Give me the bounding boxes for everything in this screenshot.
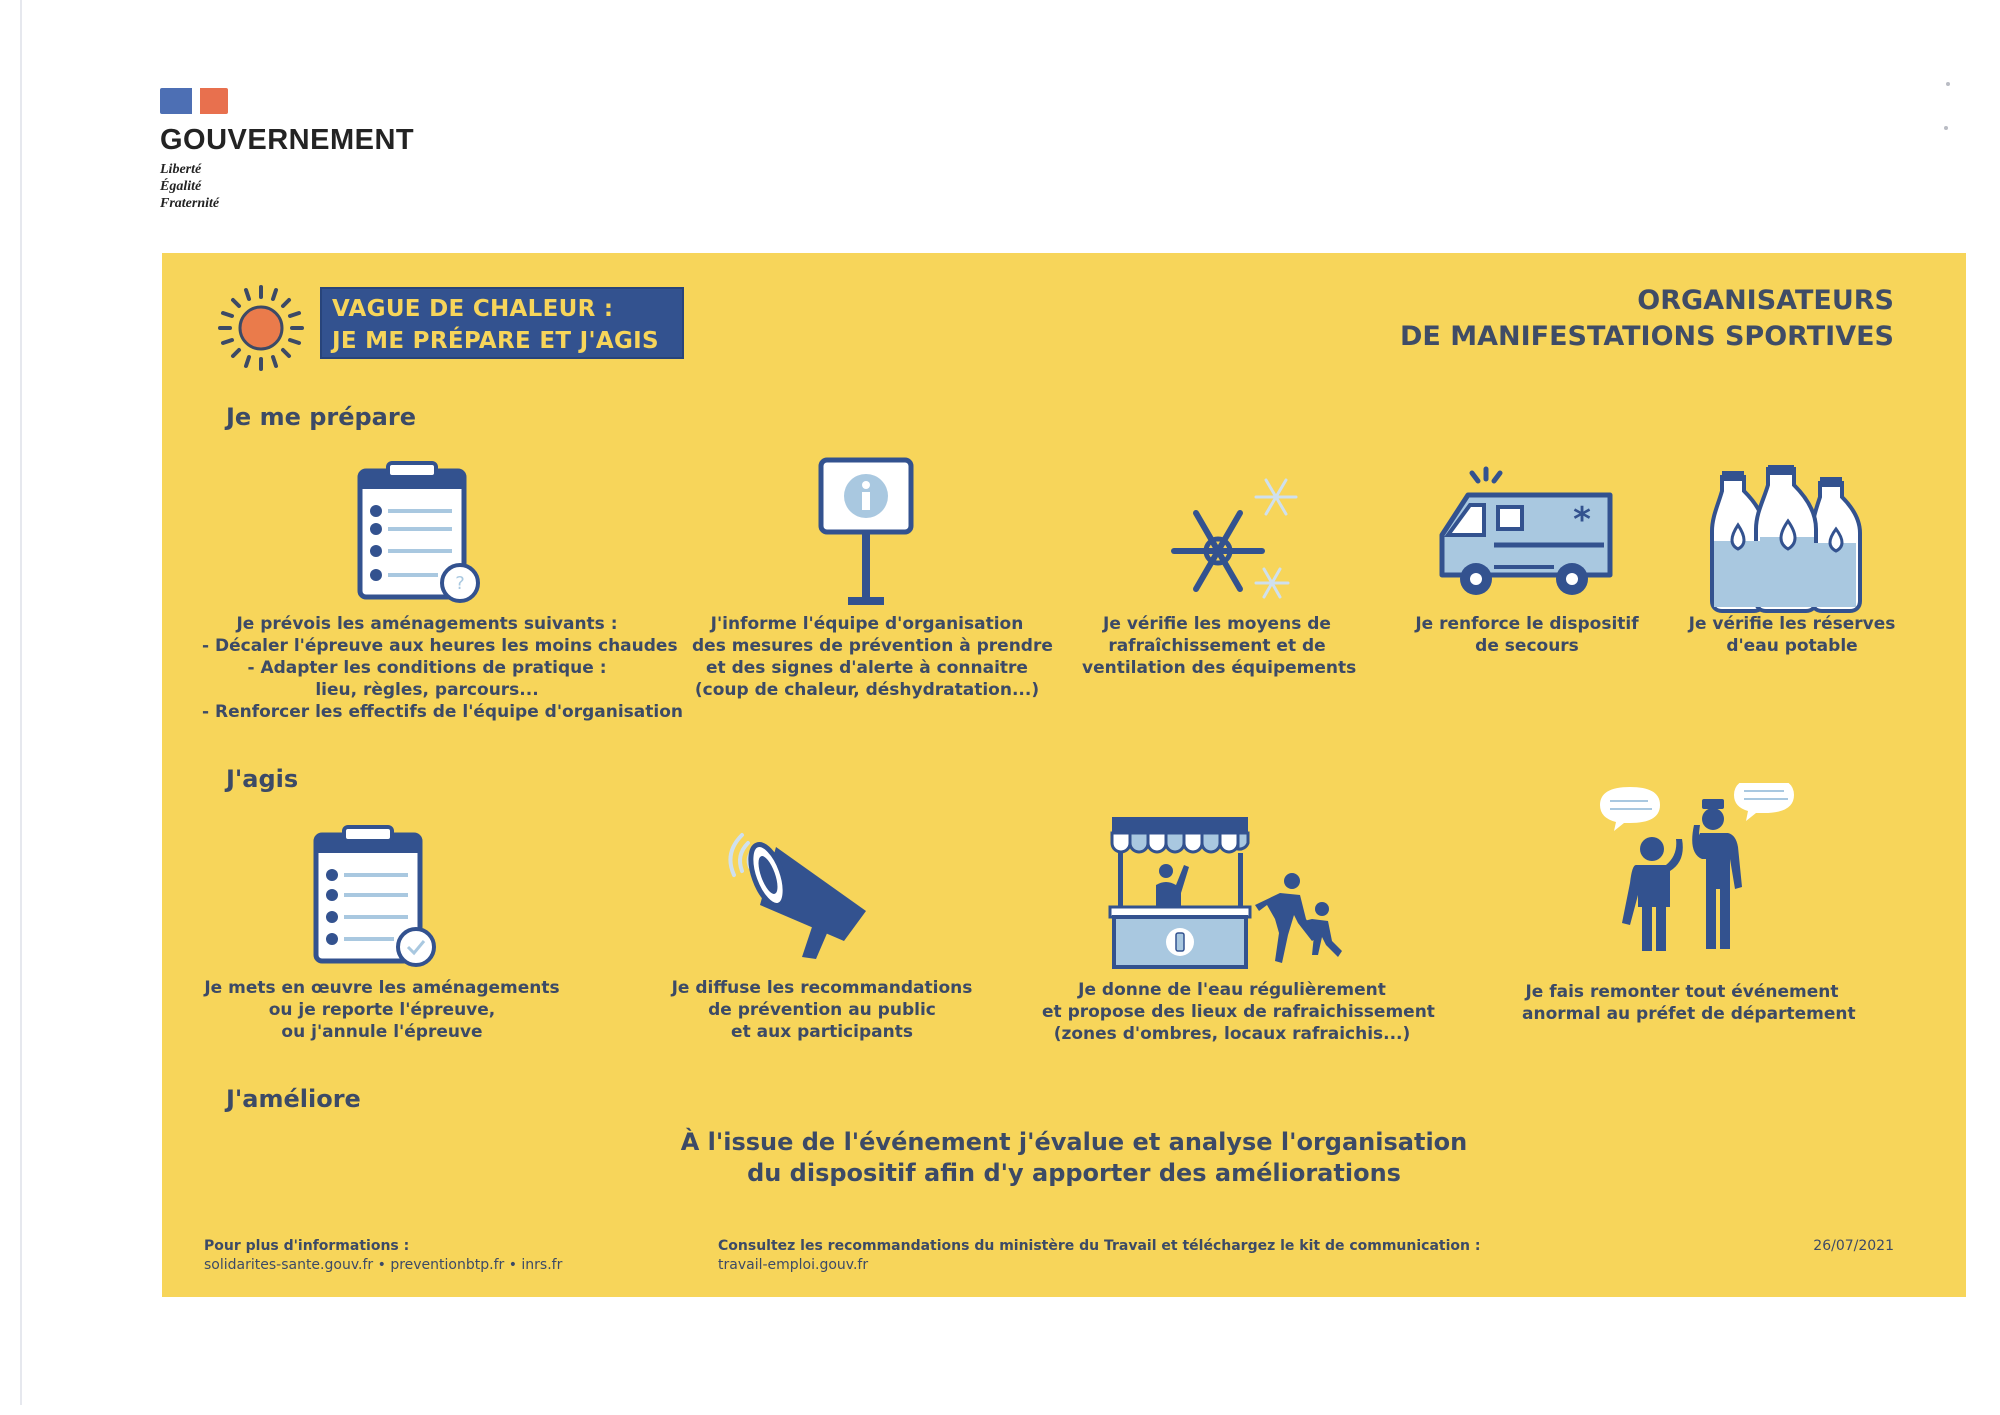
caption-plan-adjustments: Je prévois les aménagements suivants : - Décaler l'épreuve aux heures les moins chaudes - Adapter les conditions de pratique : lieu, règles, parcours... - Renforcer les effectifs de l'équipe d'organisation: [202, 614, 683, 722]
ambulance-icon: [1434, 465, 1618, 605]
clipboard-check-icon: [312, 823, 442, 973]
section-heading-improve: J'améliore: [226, 1085, 361, 1113]
caption-reinforce-rescue: Je renforce le dispositif de secours: [1415, 614, 1639, 656]
clipboard-question-icon: [356, 459, 486, 609]
caption-diffuse: Je diffuse les recommandations de prévention au public et aux participants: [671, 978, 973, 1042]
scan-speck: [1944, 126, 1948, 130]
scan-edge-line: [20, 0, 22, 1405]
svg-text:*: *: [1573, 500, 1591, 540]
campaign-title: VAGUE DE CHALEUR : JE ME PRÉPARE ET J'AGIS: [320, 287, 684, 359]
heatwave-panel: [162, 253, 1966, 1297]
phone-call-officer-icon: [1588, 783, 1808, 973]
logo-title: GOUVERNEMENT: [160, 124, 415, 156]
water-stand-icon: [1104, 815, 1384, 975]
caption-implement: Je mets en œuvre les aménagements ou je reporte l'épreuve, ou j'annule l'épreuve: [204, 978, 560, 1042]
megaphone-icon: [726, 827, 886, 967]
caption-give-water: Je donne de l'eau régulièrement et propose des lieux de rafraichissement (zones d'ombres, locaux rafraichis...): [1042, 980, 1435, 1044]
publication-date: 26/07/2021: [1813, 1238, 1894, 1254]
kit-link[interactable]: travail-emploi.gouv.fr: [718, 1257, 869, 1273]
sun-icon: [216, 283, 306, 373]
improve-statement: À l'issue de l'événement j'évalue et analyse l'organisation du dispositif afin d'y apporter des améliorations: [680, 1128, 1468, 1187]
caption-inform-team: J'informe l'équipe d'organisation des mesures de prévention à prendre et des signes d'alerte à connaitre (coup de chaleur, déshydratation...): [692, 614, 1053, 700]
caption-report-event: Je fais remonter tout événement anormal au préfet de département: [1522, 982, 1856, 1024]
footer-info: Pour plus d'informations : solidarites-sante.gouv.fr • preventionbtp.fr • inrs.fr: [204, 1238, 563, 1273]
info-links[interactable]: solidarites-sante.gouv.fr • preventionbtp.fr • inrs.fr: [204, 1257, 563, 1273]
government-logo: [160, 88, 414, 212]
caption-check-cooling: Je vérifie les moyens de rafraîchissement et de ventilation des équipements: [1082, 614, 1357, 678]
section-heading-act: J'agis: [226, 765, 299, 793]
motto: Liberté Égalité Fraternité: [160, 162, 220, 211]
target-audience: ORGANISATEURS DE MANIFESTATIONS SPORTIVES: [1400, 285, 1894, 352]
snowflake-icon: [1170, 467, 1300, 607]
info-sign-icon: [818, 457, 914, 609]
svg-text:?: ?: [455, 573, 465, 594]
caption-check-water: Je vérifie les réserves d'eau potable: [1688, 614, 1896, 656]
marianne-flag-icon: [160, 88, 414, 114]
scan-speck: [1946, 82, 1950, 86]
footer-kit: Consultez les recommandations du ministère du Travail et téléchargez le kit de communication : travail-emploi.gouv.fr: [718, 1238, 1481, 1273]
section-heading-prepare: Je me prépare: [226, 403, 416, 431]
water-bottles-icon: [1708, 465, 1868, 613]
